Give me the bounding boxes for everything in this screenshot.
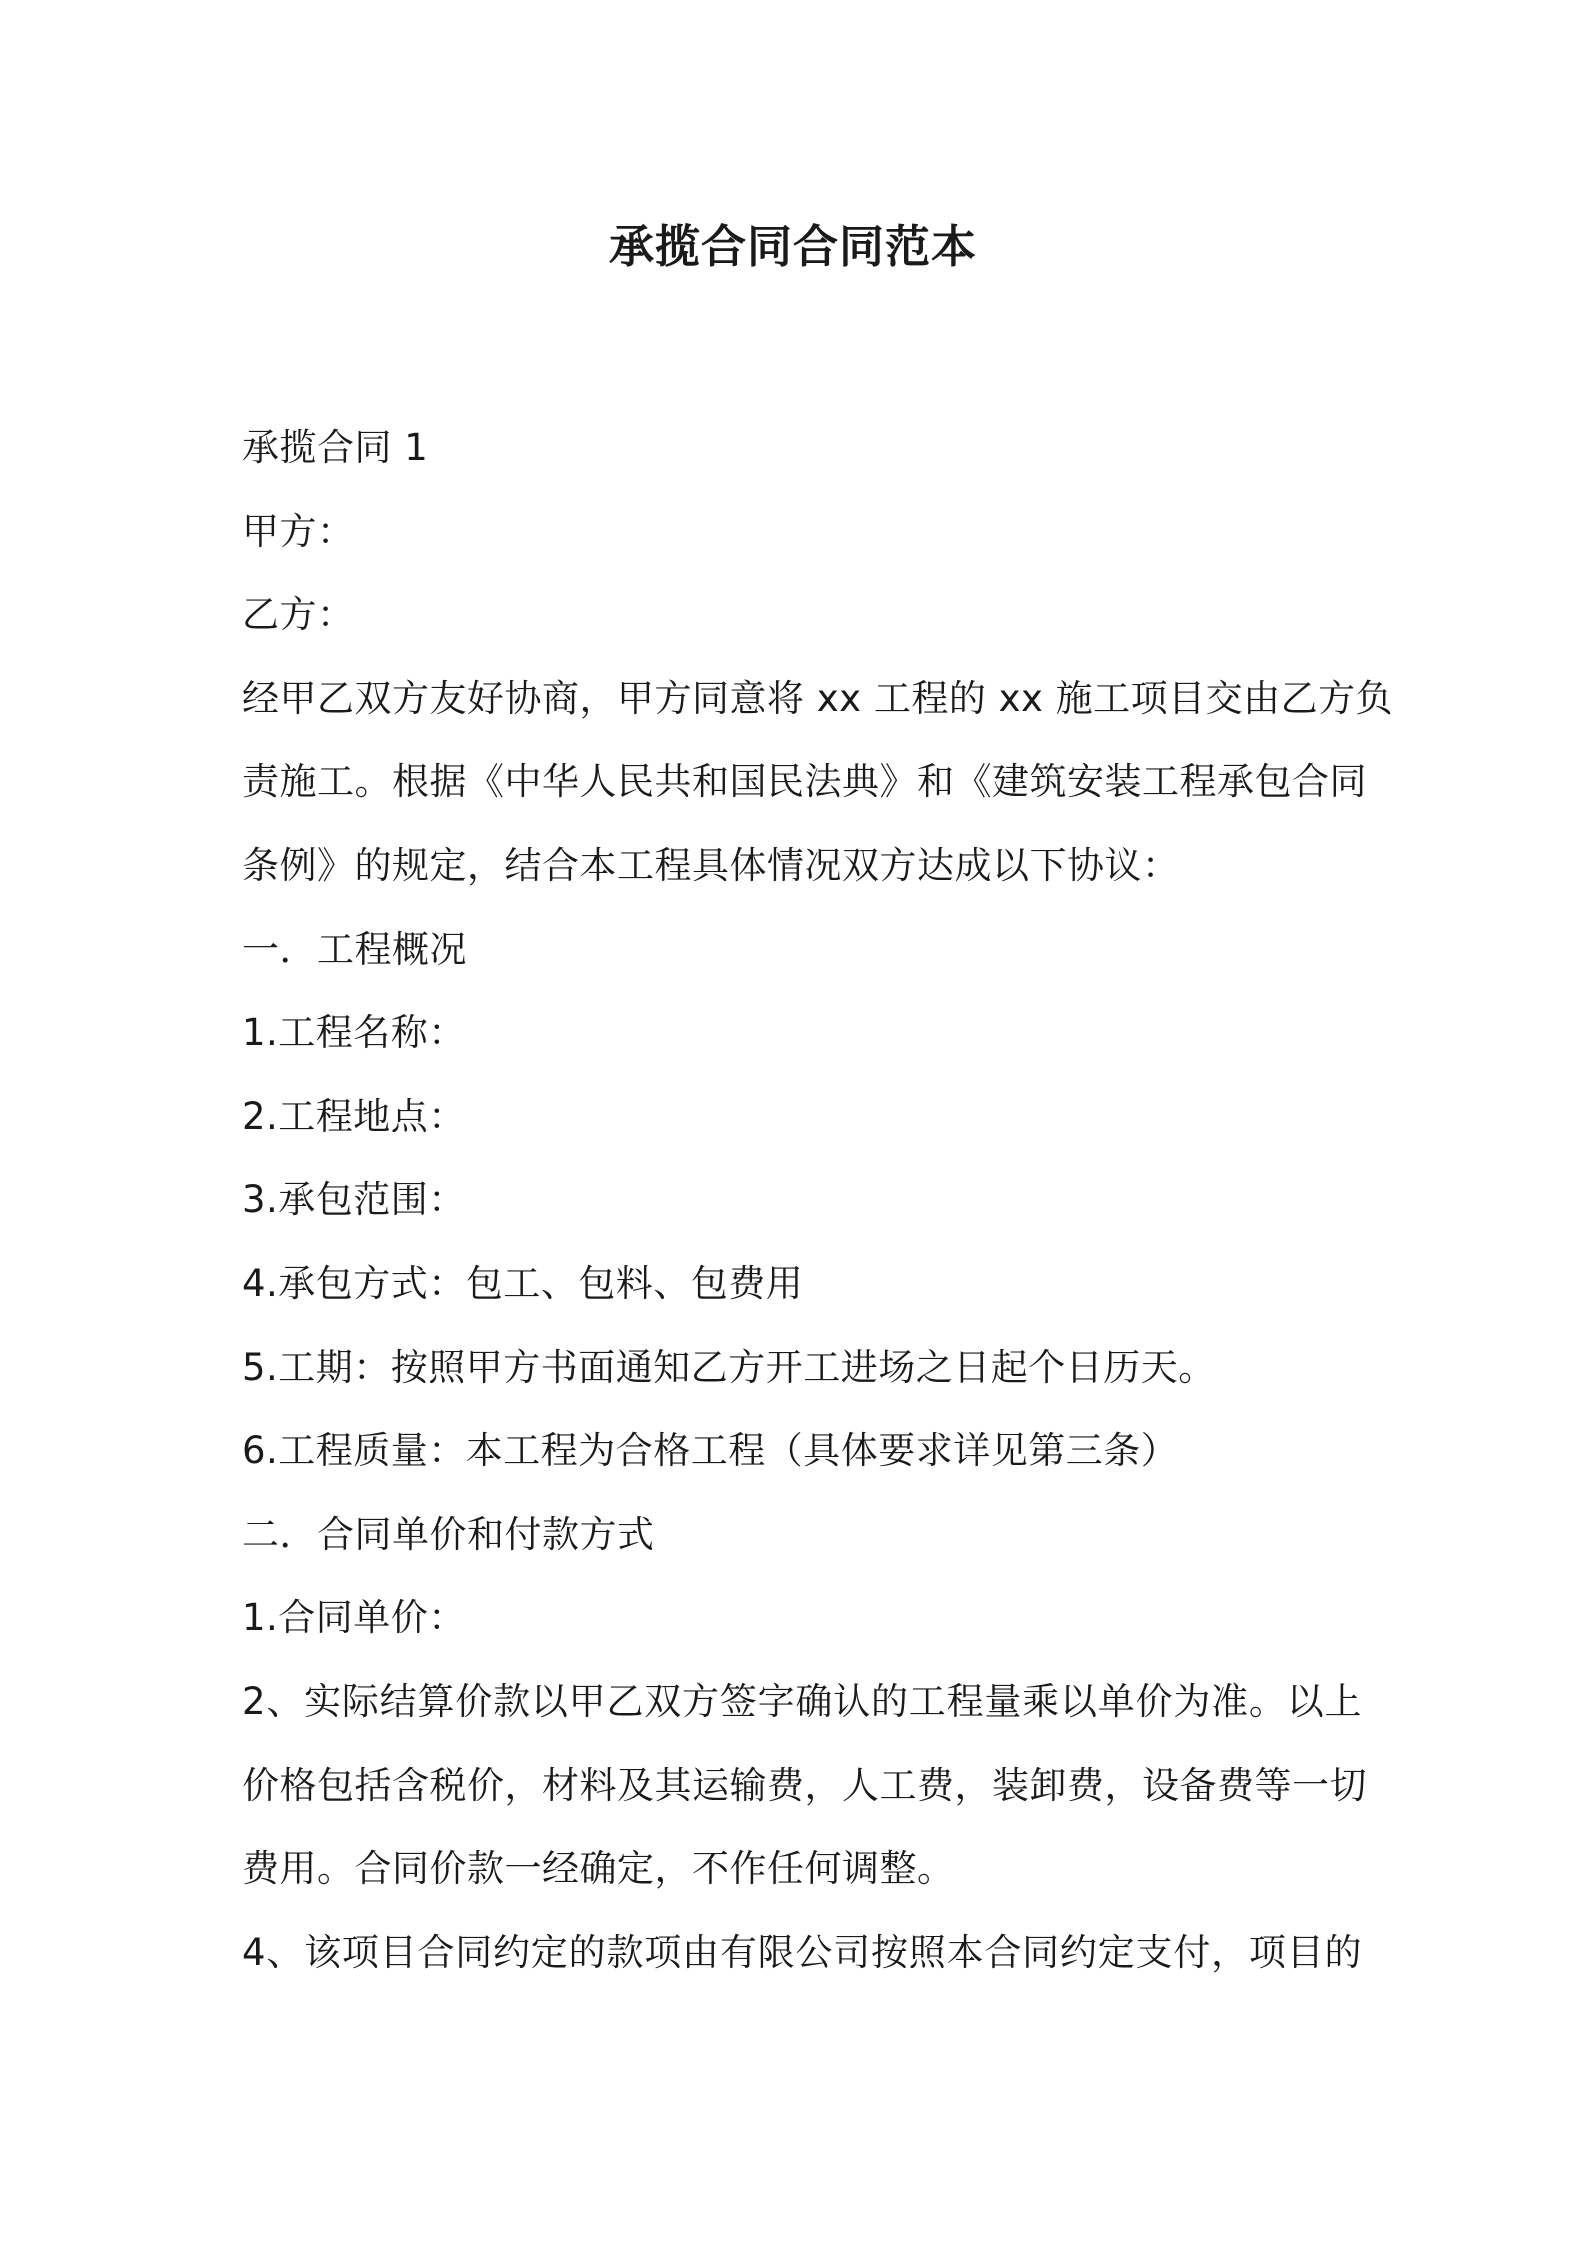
contract-heading: 承揽合同 1 [242,426,429,469]
party-a-line: 甲方： [242,509,355,553]
settlement-paragraph-line: 费用。合同价款一经确定，不作任何调整。 [242,1847,955,1891]
list-item: 6.工程质量：本工程为合格工程（具体要求详见第三条） [242,1429,1179,1473]
intro-paragraph-line: 经甲乙双方友好协商，甲方同意将 xx 工程的 xx 施工项目交由乙方负 [242,676,1394,720]
section-heading-price-payment: 二．合同单价和付款方式 [242,1512,655,1556]
settlement-paragraph-line: 价格包括含税价，材料及其运输费，人工费，装卸费，设备费等一切 [242,1763,1367,1807]
intro-paragraph-line: 责施工。根据《中华人民共和国民法典》和《建筑安装工程承包合同 [242,760,1367,804]
list-item: 3.承包范围： [242,1178,466,1222]
document-title: 承揽合同合同范本 [608,220,977,273]
list-item: 1.合同单价： [242,1596,466,1640]
document-body [242,406,1394,1994]
party-b-line: 乙方： [242,593,355,637]
list-item: 5.工期：按照甲方书面通知乙方开工进场之日起个日历天。 [242,1345,1216,1389]
section-heading-project-overview: 一．工程概况 [242,927,467,971]
payment-paragraph-line: 4、该项目合同约定的款项由有限公司按照本合同约定支付，项目的 [242,1930,1362,1974]
intro-paragraph-line: 条例》的规定，结合本工程具体情况双方达成以下协议： [242,843,1180,887]
list-item: 1.工程名称： [242,1011,466,1055]
list-item: 4.承包方式：包工、包料、包费用 [242,1261,804,1305]
settlement-paragraph-line: 2、实际结算价款以甲乙双方签字确认的工程量乘以单价为准。以上 [242,1679,1362,1723]
list-item: 2.工程地点： [242,1094,466,1138]
